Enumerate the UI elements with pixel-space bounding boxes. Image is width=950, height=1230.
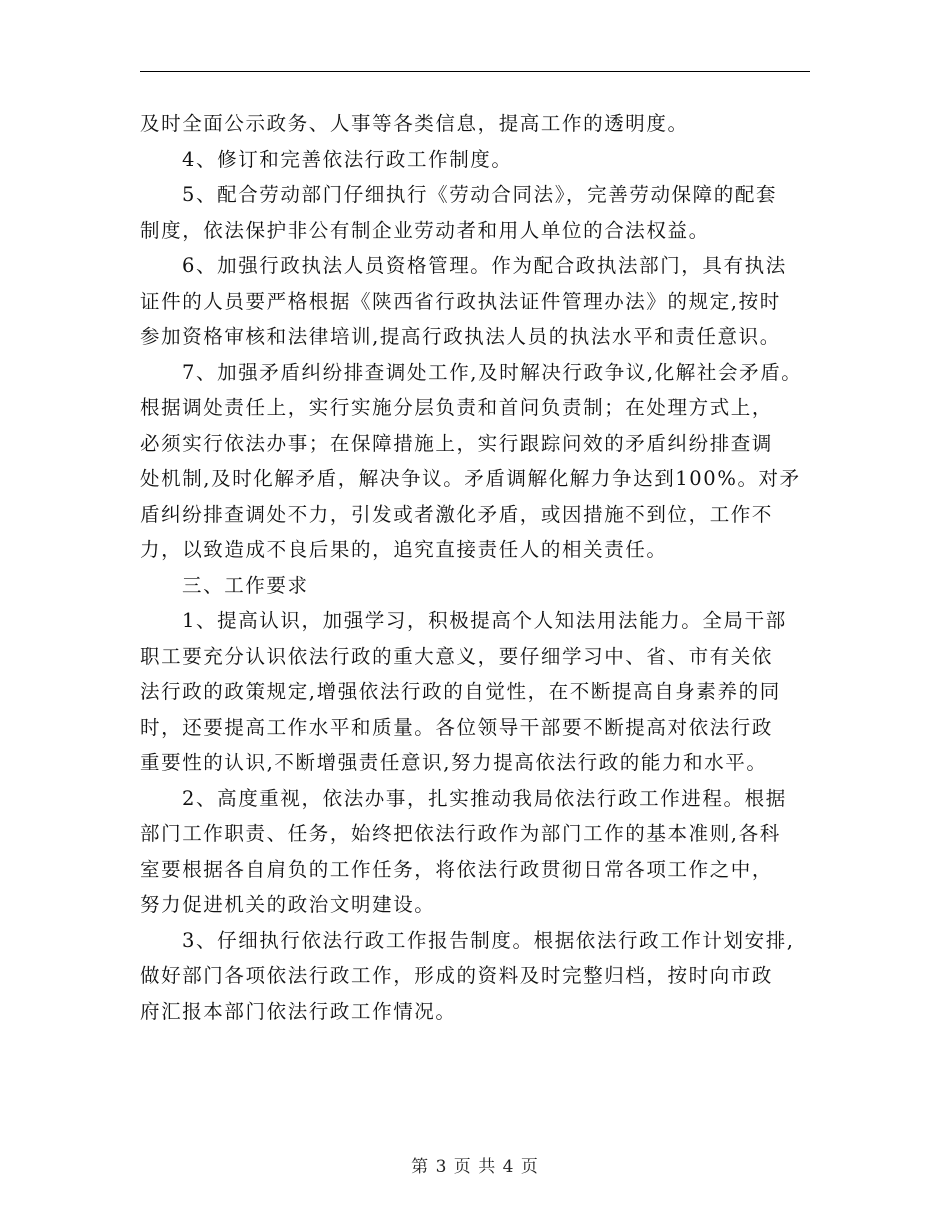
header-rule — [140, 71, 810, 72]
text-line: 4、修订和完善依法行政工作制度。 — [182, 147, 513, 171]
text-line: 6、加强行政执法人员资格管理。作为配合政执法部门，具有执法 — [182, 254, 787, 277]
text-line: 7、加强矛盾纠纷排查调处工作,及时解决行政争议,化解社会矛盾。 — [182, 360, 803, 384]
text-line: 部门工作职责、任务，始终把依法行政作为部门工作的基本准则,各科 — [140, 822, 781, 845]
text-line: 室要根据各自肩负的工作任务，将依法行政贯彻日常各项工作之中， — [140, 857, 774, 881]
text-line: 处机制,及时化解矛盾，解决争议。矛盾调解化解力争达到100%。对矛 — [140, 467, 801, 490]
text-line: 盾纠纷排查调处不力，引发或者激化矛盾，或因措施不到位，工作不 — [140, 502, 774, 526]
text-line: 府汇报本部门依法行政工作情况。 — [140, 999, 457, 1023]
text-line: 参加资格审核和法律培训,提高行政执法人员的执法水平和责任意识。 — [140, 325, 781, 348]
text-line: 重要性的认识,不断增强责任意识,努力提高依法行政的能力和水平。 — [140, 751, 768, 774]
text-line: 证件的人员要严格根据《陕西省行政执法证件管理办法》的规定,按时 — [140, 289, 781, 313]
text-line: 力，以致造成不良后果的，追究直接责任人的相关责任。 — [140, 538, 668, 561]
text-line: 法行政的政策规定,增强依法行政的自觉性，在不断提高自身素养的同 — [140, 680, 781, 703]
text-line: 制度，依法保护非公有制企业劳动者和用人单位的合法权益。 — [140, 218, 710, 242]
text-line: 职工要充分认识依法行政的重大意义，要仔细学习中、省、市有关依 — [140, 644, 774, 668]
text-line: 三、工作要求 — [182, 573, 309, 597]
text-line: 做好部门各项依法行政工作，形成的资料及时完整归档，按时向市政 — [140, 964, 774, 987]
text-line: 3、仔细执行依法行政工作报告制度。根据依法行政工作计划安排, — [182, 928, 795, 952]
page-footer: 第 3 页 共 4 页 — [411, 1157, 539, 1177]
document-body — [140, 106, 820, 1029]
text-line: 根据调处责任上，实行实施分层负责和首问负责制；在处理方式上， — [140, 396, 774, 419]
text-line: 时，还要提高工作水平和质量。各位领导干部要不断提高对依法行政 — [140, 715, 774, 739]
text-line: 及时全面公示政务、人事等各类信息，提高工作的透明度。 — [140, 112, 689, 135]
text-line: 努力促进机关的政治文明建设。 — [140, 893, 436, 916]
text-line: 5、配合劳动部门仔细执行《劳动合同法》，完善劳动保障的配套 — [182, 183, 778, 206]
text-line: 2、高度重视，依法办事，扎实推动我局依法行政工作进程。根据 — [182, 786, 787, 810]
text-line: 必须实行依法办事；在保障措施上，实行跟踪问效的矛盾纠纷排查调 — [140, 431, 774, 455]
text-line: 1、提高认识，加强学习，积极提高个人知法用法能力。全局干部 — [182, 609, 787, 632]
